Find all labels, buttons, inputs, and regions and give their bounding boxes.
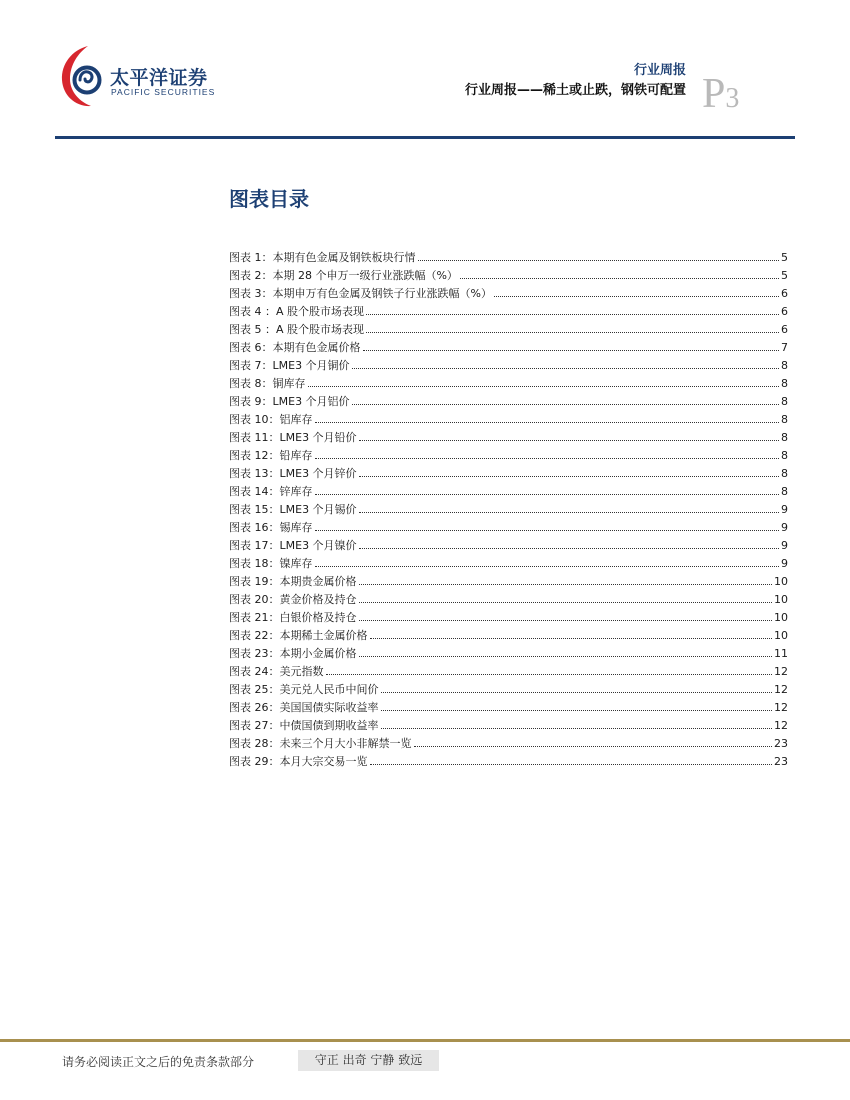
toc-entry[interactable] [229,266,788,284]
toc-entry-page: 6 [781,323,788,336]
toc-entry-title: 图表 15：LME3 个月锡价 [229,503,357,516]
toc-entry-page: 9 [781,521,788,534]
footer-divider [0,1039,850,1042]
toc-entry[interactable] [229,554,788,572]
toc-entry[interactable] [229,320,788,338]
toc-entry-title: 图表 26：美国国债实际收益率 [229,701,379,714]
toc-entry-page: 23 [774,755,788,768]
toc-entry-title: 图表 24：美元指数 [229,665,324,678]
dot-leader [315,410,780,423]
toc-entry[interactable] [229,302,788,320]
dot-leader [359,428,779,441]
toc-entry-page: 8 [781,377,788,390]
logo-english-name: PACIFIC SECURITIES [111,87,216,97]
dot-leader [315,446,780,459]
toc-entry-title: 图表 29：本月大宗交易一览 [229,755,368,768]
dot-leader [359,464,779,477]
toc-entry[interactable] [229,716,788,734]
dot-leader [359,644,773,657]
dot-leader [352,356,779,369]
dot-leader [418,248,780,261]
toc-entry-page: 12 [774,665,788,678]
toc-entry-title: 图表 17：LME3 个月镍价 [229,539,357,552]
toc-entry[interactable] [229,464,788,482]
page-number-value: 3 [725,83,740,114]
toc-entry[interactable] [229,356,788,374]
toc-entry-title: 图表 1：本期有色金属及钢铁板块行情 [229,251,416,264]
toc-entry[interactable] [229,446,788,464]
toc-entry-page: 5 [781,251,788,264]
toc-entry-page: 11 [774,647,788,660]
toc-entry-title: 图表 20：黄金价格及持仓 [229,593,357,606]
toc-entry-title: 图表 11：LME3 个月铅价 [229,431,357,444]
dot-leader [370,752,773,765]
toc-entry[interactable] [229,518,788,536]
footer-disclaimer: 请务必阅读正文之后的免责条款部分 [62,1055,255,1069]
toc-entry-title: 图表 19：本期贵金属价格 [229,575,357,588]
toc-entry[interactable] [229,662,788,680]
toc-entry-page: 9 [781,557,788,570]
page-number [702,70,739,118]
toc-entry-title: 图表 23：本期小金属价格 [229,647,357,660]
toc-entry-title: 图表 25：美元兑人民币中间价 [229,683,379,696]
dot-leader [363,338,780,351]
dot-leader [326,662,773,675]
toc-entry[interactable] [229,374,788,392]
toc-entry[interactable] [229,644,788,662]
dot-leader [315,482,780,495]
toc-entry-page: 9 [781,539,788,552]
dot-leader [359,500,779,513]
page-number-letter: P [702,71,726,117]
toc-entry-page: 8 [781,431,788,444]
toc-entry-page: 5 [781,269,788,282]
toc-entry[interactable] [229,752,788,770]
toc-list [229,248,788,770]
dot-leader [460,266,779,279]
toc-entry-title: 图表 3：本期申万有色金属及钢铁子行业涨跌幅（%） [229,287,492,300]
toc-entry-page: 8 [781,413,788,426]
toc-entry-title: 图表 27：中债国债到期收益率 [229,719,379,732]
toc-entry[interactable] [229,590,788,608]
toc-entry-page: 12 [774,701,788,714]
dot-leader [315,554,780,567]
toc-entry-page: 8 [781,485,788,498]
toc-entry[interactable] [229,482,788,500]
toc-entry-page: 10 [774,575,788,588]
dot-leader [315,518,780,531]
toc-entry-title: 图表 14：锌库存 [229,485,313,498]
pacific-securities-logo [58,44,238,110]
toc-entry[interactable] [229,500,788,518]
dot-leader [366,302,779,315]
toc-entry-title: 图表 18：镍库存 [229,557,313,570]
header-divider [55,136,795,139]
toc-entry-title: 图表 12：铅库存 [229,449,313,462]
toc-entry[interactable] [229,536,788,554]
toc-entry-page: 9 [781,503,788,516]
toc-entry-title: 图表 7：LME3 个月铜价 [229,359,350,372]
dot-leader [414,734,773,747]
dot-leader [381,698,773,711]
dot-leader [308,374,780,387]
toc-entry-page: 8 [781,395,788,408]
toc-entry-page: 8 [781,359,788,372]
toc-entry[interactable] [229,626,788,644]
toc-entry[interactable] [229,392,788,410]
dot-leader [381,716,773,729]
toc-entry[interactable] [229,410,788,428]
toc-entry-page: 12 [774,719,788,732]
toc-entry-page: 10 [774,611,788,624]
toc-entry-title: 图表 28：未来三个月大小非解禁一览 [229,737,412,750]
toc-entry-title: 图表 21：白银价格及持仓 [229,611,357,624]
toc-entry-page: 8 [781,467,788,480]
toc-entry[interactable] [229,338,788,356]
dot-leader [352,392,779,405]
dot-leader [359,536,779,549]
toc-entry[interactable] [229,572,788,590]
toc-entry-page: 23 [774,737,788,750]
toc-entry[interactable] [229,284,788,302]
toc-entry-title: 图表 22：本期稀土金属价格 [229,629,368,642]
toc-entry[interactable] [229,428,788,446]
toc-entry-title: 图表 2：本期 28 个申万一级行业涨跌幅（%） [229,269,458,282]
toc-entry-title: 图表 6：本期有色金属价格 [229,341,361,354]
logo-chinese-name: 太平洋证券 [110,67,208,89]
toc-entry-title: 图表 5 ：A 股个股市场表现 [229,323,365,336]
footer-motto: 守正 出奇 宁静 致远 [298,1050,439,1071]
toc-heading: 图表目录 [229,187,309,211]
toc-entry-title: 图表 8：铜库存 [229,377,306,390]
toc-entry-page: 10 [774,593,788,606]
dot-leader [370,626,773,639]
dot-leader [494,284,779,297]
dot-leader [381,680,773,693]
toc-entry-page: 10 [774,629,788,642]
logo-emblem-icon [58,44,108,110]
toc-entry[interactable] [229,698,788,716]
toc-entry[interactable] [229,248,788,266]
dot-leader [359,590,773,603]
toc-entry-page: 7 [781,341,788,354]
dot-leader [359,608,773,621]
toc-entry-page: 8 [781,449,788,462]
toc-entry-page: 6 [781,287,788,300]
dot-leader [359,572,773,585]
toc-entry[interactable] [229,734,788,752]
toc-entry[interactable] [229,680,788,698]
report-title: 行业周报——稀土或止跌，钢铁可配置 [464,83,686,98]
toc-entry-page: 6 [781,305,788,318]
dot-leader [366,320,779,333]
report-type-label: 行业周报 [633,63,686,78]
toc-entry-title: 图表 4 ：A 股个股市场表现 [229,305,365,318]
toc-entry-title: 图表 13：LME3 个月锌价 [229,467,357,480]
toc-entry-title: 图表 9：LME3 个月铝价 [229,395,350,408]
toc-entry[interactable] [229,608,788,626]
toc-entry-title: 图表 10：铝库存 [229,413,313,426]
toc-entry-title: 图表 16：锡库存 [229,521,313,534]
toc-entry-page: 12 [774,683,788,696]
